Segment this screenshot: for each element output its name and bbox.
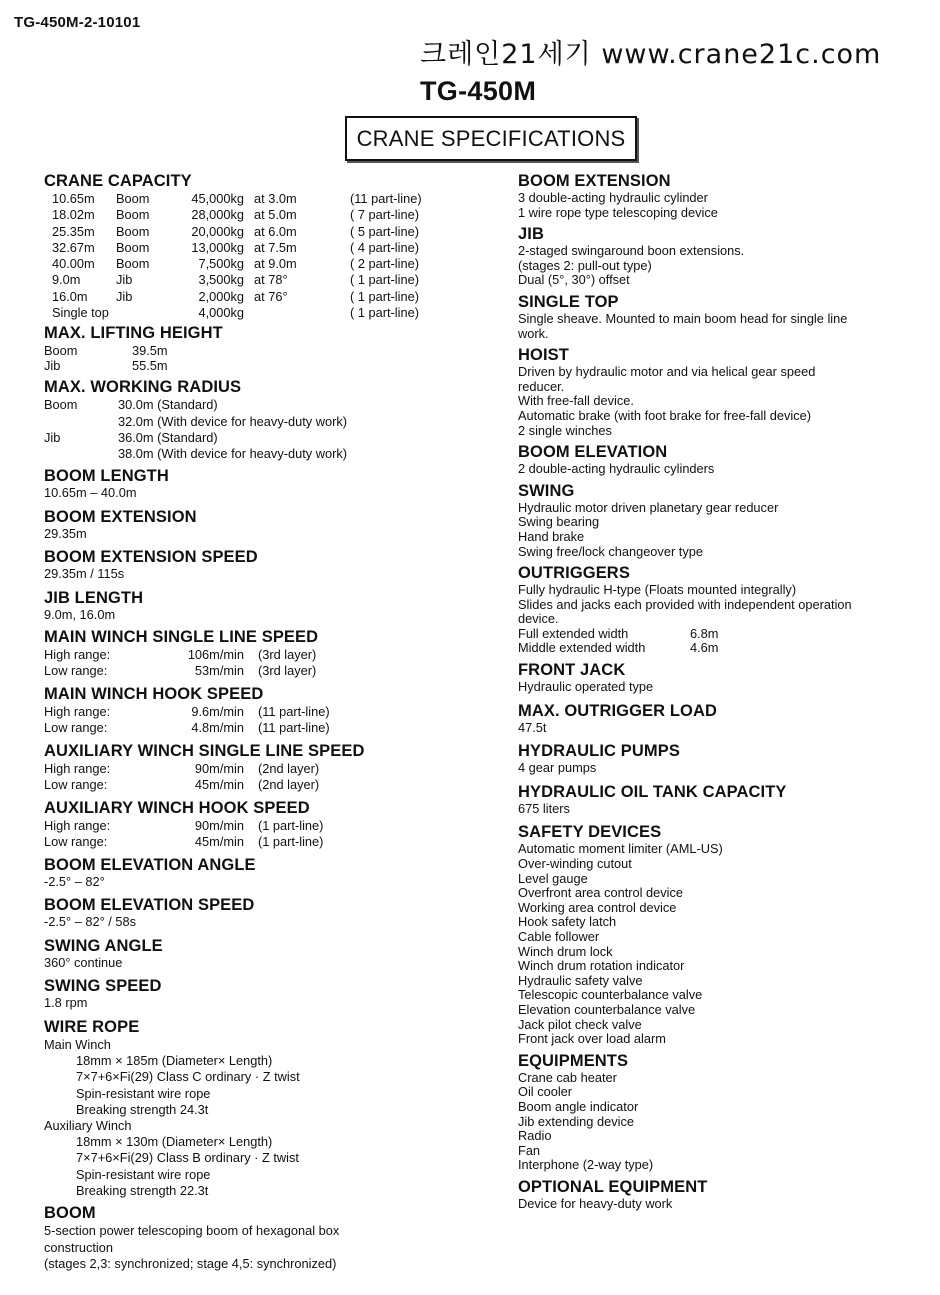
section-title: SWING ANGLE bbox=[44, 936, 163, 955]
document-code: TG-450M-2-10101 bbox=[14, 14, 141, 31]
table-cell: 20,000kg bbox=[191, 223, 244, 239]
table-cell: Full extended width bbox=[518, 625, 629, 641]
section-title: FRONT JACK bbox=[518, 661, 626, 680]
spec-line: construction bbox=[44, 1239, 113, 1255]
section-wire-rope bbox=[44, 1017, 484, 1199]
table-cell: Low range: bbox=[44, 777, 108, 793]
table-cell: 55.5m bbox=[132, 358, 168, 374]
spec-line: Spin-resistant wire rope bbox=[76, 1085, 211, 1101]
table-cell: Boom bbox=[116, 223, 150, 239]
section-title: AUXILIARY WINCH HOOK SPEED bbox=[44, 798, 310, 817]
spec-line: Dual (5°, 30°) offset bbox=[518, 272, 630, 288]
table-cell: Jib bbox=[44, 358, 61, 374]
table-cell: (11 part-line) bbox=[350, 191, 422, 206]
section-aux-winch-single bbox=[44, 741, 484, 794]
spec-line: Automatic moment limiter (AML-US) bbox=[518, 841, 723, 857]
table-cell: at 7.5m bbox=[254, 239, 297, 255]
section-title: HYDRAULIC PUMPS bbox=[518, 742, 680, 761]
table-cell: Middle extended width bbox=[518, 640, 646, 656]
table-cell: Single top bbox=[52, 305, 109, 321]
table-cell: 6.8m bbox=[690, 625, 719, 641]
spec-line: Fan bbox=[518, 1142, 541, 1158]
spec-value: 29.35m bbox=[44, 525, 87, 541]
section-boom-extension-left bbox=[44, 507, 484, 542]
table-cell: (2nd layer) bbox=[258, 777, 320, 793]
spec-line: 1 wire rope type telescoping device bbox=[518, 204, 718, 220]
table-cell: 4.8m/min bbox=[191, 720, 244, 736]
spec-line: Interphone (2-way type) bbox=[518, 1157, 654, 1173]
section-main-winch-hook bbox=[44, 684, 484, 737]
spec-line: Winch drum lock bbox=[518, 943, 613, 959]
section-boom-length bbox=[44, 466, 484, 501]
spec-line: Over-winding cutout bbox=[518, 856, 632, 872]
section-boom-extension-speed bbox=[44, 547, 484, 582]
table-cell: 39.5m bbox=[132, 343, 168, 359]
spec-line: 5-section power telescoping boom of hexagonal box bbox=[44, 1223, 340, 1239]
spec-line: work. bbox=[518, 325, 549, 341]
table-cell: at 76° bbox=[254, 288, 288, 304]
table-cell: High range: bbox=[44, 760, 111, 776]
spec-line: Radio bbox=[518, 1128, 552, 1144]
table-cell: 25.35m bbox=[52, 223, 95, 239]
outrigger-width-table bbox=[518, 627, 928, 656]
table-cell: High range: bbox=[44, 646, 111, 662]
section-title: BOOM ELEVATION SPEED bbox=[44, 896, 255, 915]
page-title: CRANE SPECIFICATIONS bbox=[356, 126, 626, 151]
section-title: MAX. WORKING RADIUS bbox=[44, 378, 242, 397]
section-jib bbox=[518, 224, 928, 288]
section-boom-extension-right bbox=[518, 171, 928, 220]
spec-line: (stages 2,3: synchronized; stage 4,5: synchronized) bbox=[44, 1255, 337, 1271]
spec-line: Cable follower bbox=[518, 929, 600, 944]
table-cell: ( 4 part-line) bbox=[350, 239, 419, 255]
table-cell: High range: bbox=[44, 817, 111, 833]
section-title: JIB bbox=[518, 225, 544, 244]
section-title: SAFETY DEVICES bbox=[518, 823, 662, 842]
spec-line: Swing free/lock changeover type bbox=[518, 543, 703, 559]
section-hydraulic-pumps bbox=[518, 741, 928, 776]
table-cell: (3rd layer) bbox=[258, 646, 317, 662]
table-cell: at 6.0m bbox=[254, 223, 297, 239]
table-cell: at 78° bbox=[254, 272, 288, 288]
table-cell: 45,000kg bbox=[191, 191, 244, 206]
spec-line: Single sheave. Mounted to main boom head for single line bbox=[518, 310, 848, 326]
spec-line: Slides and jacks each provided with independent operation bbox=[518, 596, 852, 612]
section-hoist bbox=[518, 345, 928, 438]
spec-value: -2.5° – 82° / 58s bbox=[44, 914, 137, 930]
spec-line: Hand brake bbox=[518, 528, 585, 544]
spec-value: 29.35m / 115s bbox=[44, 566, 125, 582]
table-cell: 45m/min bbox=[194, 777, 244, 793]
section-swing bbox=[518, 481, 928, 559]
spec-line: 3 double-acting hydraulic cylinder bbox=[518, 190, 708, 205]
spec-line: Telescopic counterbalance valve bbox=[518, 987, 703, 1003]
table-cell: Boom bbox=[116, 239, 150, 255]
section-title: BOOM ELEVATION bbox=[518, 443, 668, 462]
table-cell: (11 part-line) bbox=[258, 720, 330, 736]
section-hydraulic-oil-tank bbox=[518, 782, 928, 817]
spec-line: 18mm × 185m (Diameter× Length) bbox=[76, 1052, 273, 1068]
wire-rope-main-label: Main Winch bbox=[44, 1036, 111, 1052]
wire-rope-aux-label: Auxiliary Winch bbox=[44, 1118, 132, 1134]
table-cell: 4.6m bbox=[690, 640, 719, 656]
section-single-top bbox=[518, 292, 928, 341]
table-cell: 32.67m bbox=[52, 239, 95, 255]
spec-line: 2-staged swingaround boon extensions. bbox=[518, 243, 745, 259]
spec-line: reducer. bbox=[518, 378, 565, 394]
table-cell: (3rd layer) bbox=[258, 663, 317, 679]
spec-line: Breaking strength 22.3t bbox=[76, 1183, 209, 1199]
spec-line: Spin-resistant wire rope bbox=[76, 1166, 211, 1182]
section-boom-elevation bbox=[518, 442, 928, 477]
table-cell: 16.0m bbox=[52, 288, 88, 304]
spec-line: Elevation counterbalance valve bbox=[518, 1001, 696, 1017]
table-cell: (1 part-line) bbox=[258, 834, 324, 850]
spec-line: 7×7+6×Fi(29) Class C ordinary · Z twist bbox=[76, 1069, 300, 1085]
watermark-text: 크레인21세기 www.crane21c.com bbox=[420, 39, 882, 70]
table-cell: 106m/min bbox=[187, 646, 244, 662]
table-cell: ( 1 part-line) bbox=[350, 288, 419, 304]
table-cell: 38.0m (With device for heavy-duty work) bbox=[118, 445, 348, 461]
spec-line: With free-fall device. bbox=[518, 393, 634, 409]
table-cell: 13,000kg bbox=[191, 239, 244, 255]
spec-value: 1.8 rpm bbox=[44, 995, 88, 1011]
section-swing-speed bbox=[44, 976, 484, 1011]
spec-line: 2 single winches bbox=[518, 422, 612, 438]
table-cell: 4,000kg bbox=[198, 305, 244, 321]
spec-line: Winch drum rotation indicator bbox=[518, 958, 685, 974]
section-max-working-radius bbox=[44, 377, 484, 462]
table-cell bbox=[116, 305, 184, 321]
section-title: BOOM LENGTH bbox=[44, 467, 169, 486]
section-title: SINGLE TOP bbox=[518, 292, 619, 311]
table-cell: Low range: bbox=[44, 720, 108, 736]
section-front-jack bbox=[518, 660, 928, 695]
section-title: BOOM bbox=[44, 1204, 96, 1223]
spec-line: Swing bearing bbox=[518, 514, 600, 530]
table-cell: 9.6m/min bbox=[191, 703, 244, 719]
spec-line: Driven by hydraulic motor and via helical gear speed bbox=[518, 364, 816, 380]
spec-line: (stages 2: pull-out type) bbox=[518, 257, 652, 273]
table-cell: 10.65m bbox=[52, 191, 95, 206]
wire-rope-main-lines bbox=[44, 1053, 484, 1118]
section-title: MAX. LIFTING HEIGHT bbox=[44, 324, 223, 343]
table-cell: Jib bbox=[116, 288, 133, 304]
table-cell bbox=[254, 305, 350, 321]
section-boom-elevation-speed bbox=[44, 895, 484, 930]
speed-table bbox=[44, 761, 484, 794]
section-title: SWING bbox=[518, 481, 575, 500]
table-cell bbox=[44, 446, 118, 462]
table-cell: at 9.0m bbox=[254, 256, 297, 272]
table-cell: 9.0m bbox=[52, 272, 81, 288]
speed-table bbox=[44, 704, 484, 737]
section-crane-capacity bbox=[44, 171, 484, 321]
table-cell: Jib bbox=[44, 429, 61, 445]
section-title: CRANE CAPACITY bbox=[44, 172, 192, 190]
section-title: AUXILIARY WINCH SINGLE LINE SPEED bbox=[44, 741, 365, 760]
spec-line: 4 gear pumps bbox=[518, 760, 597, 776]
table-cell: 28,000kg bbox=[191, 207, 244, 223]
spec-line: Breaking strength 24.3t bbox=[76, 1101, 209, 1117]
spec-line: 2 double-acting hydraulic cylinders bbox=[518, 461, 715, 477]
speed-table bbox=[44, 647, 484, 680]
spec-line: Jack pilot check valve bbox=[518, 1016, 642, 1032]
spec-line: Fully hydraulic H-type (Floats mounted integrally) bbox=[518, 582, 797, 598]
section-swing-angle bbox=[44, 936, 484, 971]
section-title: BOOM EXTENSION bbox=[44, 507, 197, 526]
spec-line: Oil cooler bbox=[518, 1084, 573, 1100]
section-safety-devices bbox=[518, 822, 928, 1046]
table-cell: ( 7 part-line) bbox=[350, 207, 419, 223]
table-cell: High range: bbox=[44, 703, 111, 719]
section-title: BOOM EXTENSION bbox=[518, 172, 671, 190]
table-cell: 2,000kg bbox=[198, 288, 244, 304]
model-name: TG-450M bbox=[420, 76, 537, 106]
spec-line: Front jack over load alarm bbox=[518, 1031, 666, 1047]
table-cell: 32.0m (With device for heavy-duty work) bbox=[118, 413, 348, 429]
spec-line: 7×7+6×Fi(29) Class B ordinary · Z twist bbox=[76, 1150, 299, 1166]
table-cell: 7,500kg bbox=[198, 256, 244, 272]
working-radius-table bbox=[44, 397, 484, 462]
spec-line: Device for heavy-duty work bbox=[518, 1195, 673, 1211]
left-column bbox=[44, 171, 484, 1276]
lifting-height-table bbox=[44, 343, 484, 373]
section-optional-equipment bbox=[518, 1177, 928, 1212]
section-title: HOIST bbox=[518, 346, 569, 365]
table-cell: ( 1 part-line) bbox=[350, 272, 419, 288]
section-title: BOOM EXTENSION SPEED bbox=[44, 548, 258, 567]
section-aux-winch-hook bbox=[44, 798, 484, 851]
table-cell: 30.0m (Standard) bbox=[118, 397, 218, 413]
table-cell: ( 5 part-line) bbox=[350, 223, 419, 239]
spec-line: Hydraulic safety valve bbox=[518, 972, 643, 988]
capacity-table bbox=[52, 191, 484, 321]
table-cell: Boom bbox=[116, 191, 150, 206]
table-cell: 18.02m bbox=[52, 207, 95, 223]
section-title: MAIN WINCH HOOK SPEED bbox=[44, 684, 264, 703]
spec-line: Level gauge bbox=[518, 870, 588, 886]
table-cell: 53m/min bbox=[194, 663, 244, 679]
section-title: JIB LENGTH bbox=[44, 588, 144, 607]
table-cell: Jib bbox=[116, 272, 133, 288]
speed-table bbox=[44, 818, 484, 851]
section-equipments bbox=[518, 1051, 928, 1173]
section-outriggers bbox=[518, 563, 928, 656]
table-cell: (1 part-line) bbox=[258, 817, 324, 833]
table-cell: Boom bbox=[44, 397, 78, 413]
spec-value: -2.5° – 82° bbox=[44, 873, 105, 889]
table-cell: Boom bbox=[44, 343, 78, 359]
spec-line: 675 liters bbox=[518, 800, 570, 816]
table-cell: Low range: bbox=[44, 834, 108, 850]
spec-line: 18mm × 130m (Diameter× Length) bbox=[76, 1134, 273, 1150]
table-cell: 36.0m (Standard) bbox=[118, 429, 218, 445]
section-title: WIRE ROPE bbox=[44, 1017, 140, 1036]
table-cell: Low range: bbox=[44, 663, 108, 679]
spec-line: Hydraulic motor driven planetary gear reducer bbox=[518, 499, 779, 515]
section-title: MAX. OUTRIGGER LOAD bbox=[518, 701, 717, 720]
table-cell: 90m/min bbox=[194, 760, 244, 776]
spec-value: 10.65m – 40.0m bbox=[44, 485, 137, 501]
section-title: OUTRIGGERS bbox=[518, 564, 630, 583]
table-cell: Boom bbox=[116, 207, 150, 223]
table-cell: ( 2 part-line) bbox=[350, 256, 419, 272]
section-title: MAIN WINCH SINGLE LINE SPEED bbox=[44, 627, 319, 646]
table-cell: 40.00m bbox=[52, 256, 95, 272]
section-jib-length bbox=[44, 588, 484, 623]
table-cell: 45m/min bbox=[194, 834, 244, 850]
spec-line: Overfront area control device bbox=[518, 885, 684, 901]
table-cell: at 3.0m bbox=[254, 191, 297, 206]
section-boom-elevation-angle bbox=[44, 855, 484, 890]
spec-line: Automatic brake (with foot brake for free-fall device) bbox=[518, 407, 812, 423]
right-column bbox=[518, 171, 928, 1216]
spec-value: 360° continue bbox=[44, 954, 123, 970]
spec-value: 9.0m, 16.0m bbox=[44, 606, 116, 622]
spec-line: Boom angle indicator bbox=[518, 1098, 639, 1114]
table-cell: ( 1 part-line) bbox=[350, 305, 419, 321]
section-title: BOOM ELEVATION ANGLE bbox=[44, 855, 256, 874]
table-cell: at 5.0m bbox=[254, 207, 297, 223]
spec-line: Jib extending device bbox=[518, 1113, 634, 1129]
spec-line: Hook safety latch bbox=[518, 914, 617, 930]
table-cell: (2nd layer) bbox=[258, 760, 320, 776]
section-boom bbox=[44, 1203, 484, 1272]
section-title: OPTIONAL EQUIPMENT bbox=[518, 1177, 708, 1196]
spec-line: Hydraulic operated type bbox=[518, 679, 654, 695]
table-cell bbox=[44, 414, 118, 430]
section-title: EQUIPMENTS bbox=[518, 1051, 629, 1070]
table-cell: Boom bbox=[116, 256, 150, 272]
spec-line: Working area control device bbox=[518, 899, 677, 915]
section-main-winch-single bbox=[44, 627, 484, 680]
table-cell: 3,500kg bbox=[198, 272, 244, 288]
section-title: HYDRAULIC OIL TANK CAPACITY bbox=[518, 782, 787, 801]
wire-rope-aux-lines bbox=[44, 1134, 484, 1199]
spec-line: device. bbox=[518, 611, 559, 627]
section-title: SWING SPEED bbox=[44, 977, 162, 996]
section-max-outrigger-load bbox=[518, 701, 928, 736]
spec-line: Crane cab heater bbox=[518, 1069, 617, 1085]
section-max-lifting-height bbox=[44, 323, 484, 373]
table-cell: 90m/min bbox=[194, 817, 244, 833]
title-box bbox=[345, 116, 637, 161]
table-cell: (11 part-line) bbox=[258, 703, 330, 719]
spec-line: 47.5t bbox=[518, 719, 547, 735]
